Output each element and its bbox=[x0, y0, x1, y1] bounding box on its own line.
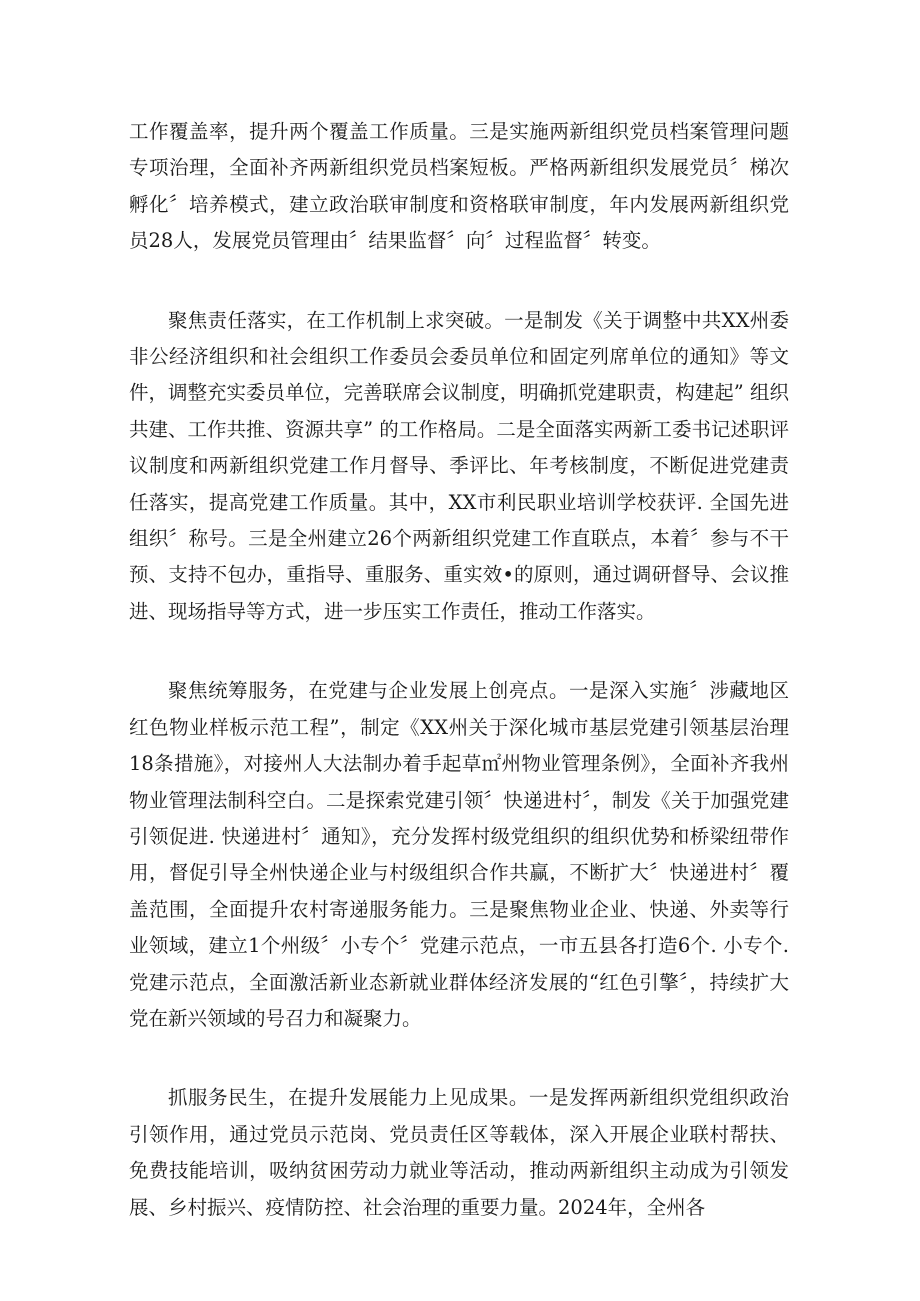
paragraph-4: 抓服务民生，在提升发展能力上见成果。一是发挥两新组织党组织政治引领作用，通过党员示范岗、党员责任区等载体，深入开展企业联村帮扶、免费技能培训，吸纳贫困劳动力就业等活动，推动两新组织主动成为引领发展、乡村振兴、疫情防控、社会治理的重要力量。2024年，全州各 bbox=[129, 1086, 789, 1219]
document-body bbox=[129, 114, 789, 1269]
paragraph-2: 聚焦责任落实，在工作机制上求突破。一是制发《关于调整中共XX州委非公经济组织和社会组织工作委员会委员单位和固定列席单位的通知》等文件，调整充实委员单位，完善联席会议制度，明确抓党建职责，构建起” 组织共建、工作共推、资源共享” 的工作格局。二是全面落实两新工委书记述职评议制度和两新组织党建工作月督导、季评比、年考核制度，不断促进党建责任落实，提高党建工作质量。其中，XX市利民职业培训学校获评. 全国先进组织〞称号。三是全州建立26个两新组织党建工作直联点，本着〞参与不干预、支持不包办，重指导、重服务、重实效•的原则，通过调研督导、会议推进、现场指导等方式，进一步压实工作责任，推动工作落实。 bbox=[129, 308, 789, 623]
paragraph-1: 工作覆盖率，提升两个覆盖工作质量。三是实施两新组织党员档案管理问题专项治理，全面补齐两新组织党员档案短板。严格两新组织发展党员〞梯次孵化〞培养模式，建立政治联审制度和资格联审制度，年内发展两新组织党员28人，发展党员管理由〞结果监督〞向〞过程监督〞转变。 bbox=[129, 120, 789, 253]
paragraph-3: 聚焦统筹服务，在党建与企业发展上创亮点。一是深入实施〞涉藏地区红色物业样板示范工程”，制定《XX州关于深化城市基层党建引领基层治理18条措施》，对接州人大法制办着手起草㎡州物业管理条例》，全面补齐我州物业管理法制科空白。二是探索党建引领〞快递进村〞，制发《关于加强党建引领促进. 快递进村〞通知》，充分发挥村级党组织的组织优势和桥梁纽带作用，督促引导全州快递企业与村级组织合作共赢，不断扩大〞快递进村〞覆盖范围，全面提升农村寄递服务能力。三是聚焦物业企业、快递、外卖等行业领域，建立1个州级〞小专个〞党建示范点，一市五县各打造6个. 小专个. 党建示范点，全面激活新业态新就业群体经济发展的“红色引擎〞，持续扩大党在新兴领域的号召力和凝聚力。 bbox=[129, 679, 789, 1030]
